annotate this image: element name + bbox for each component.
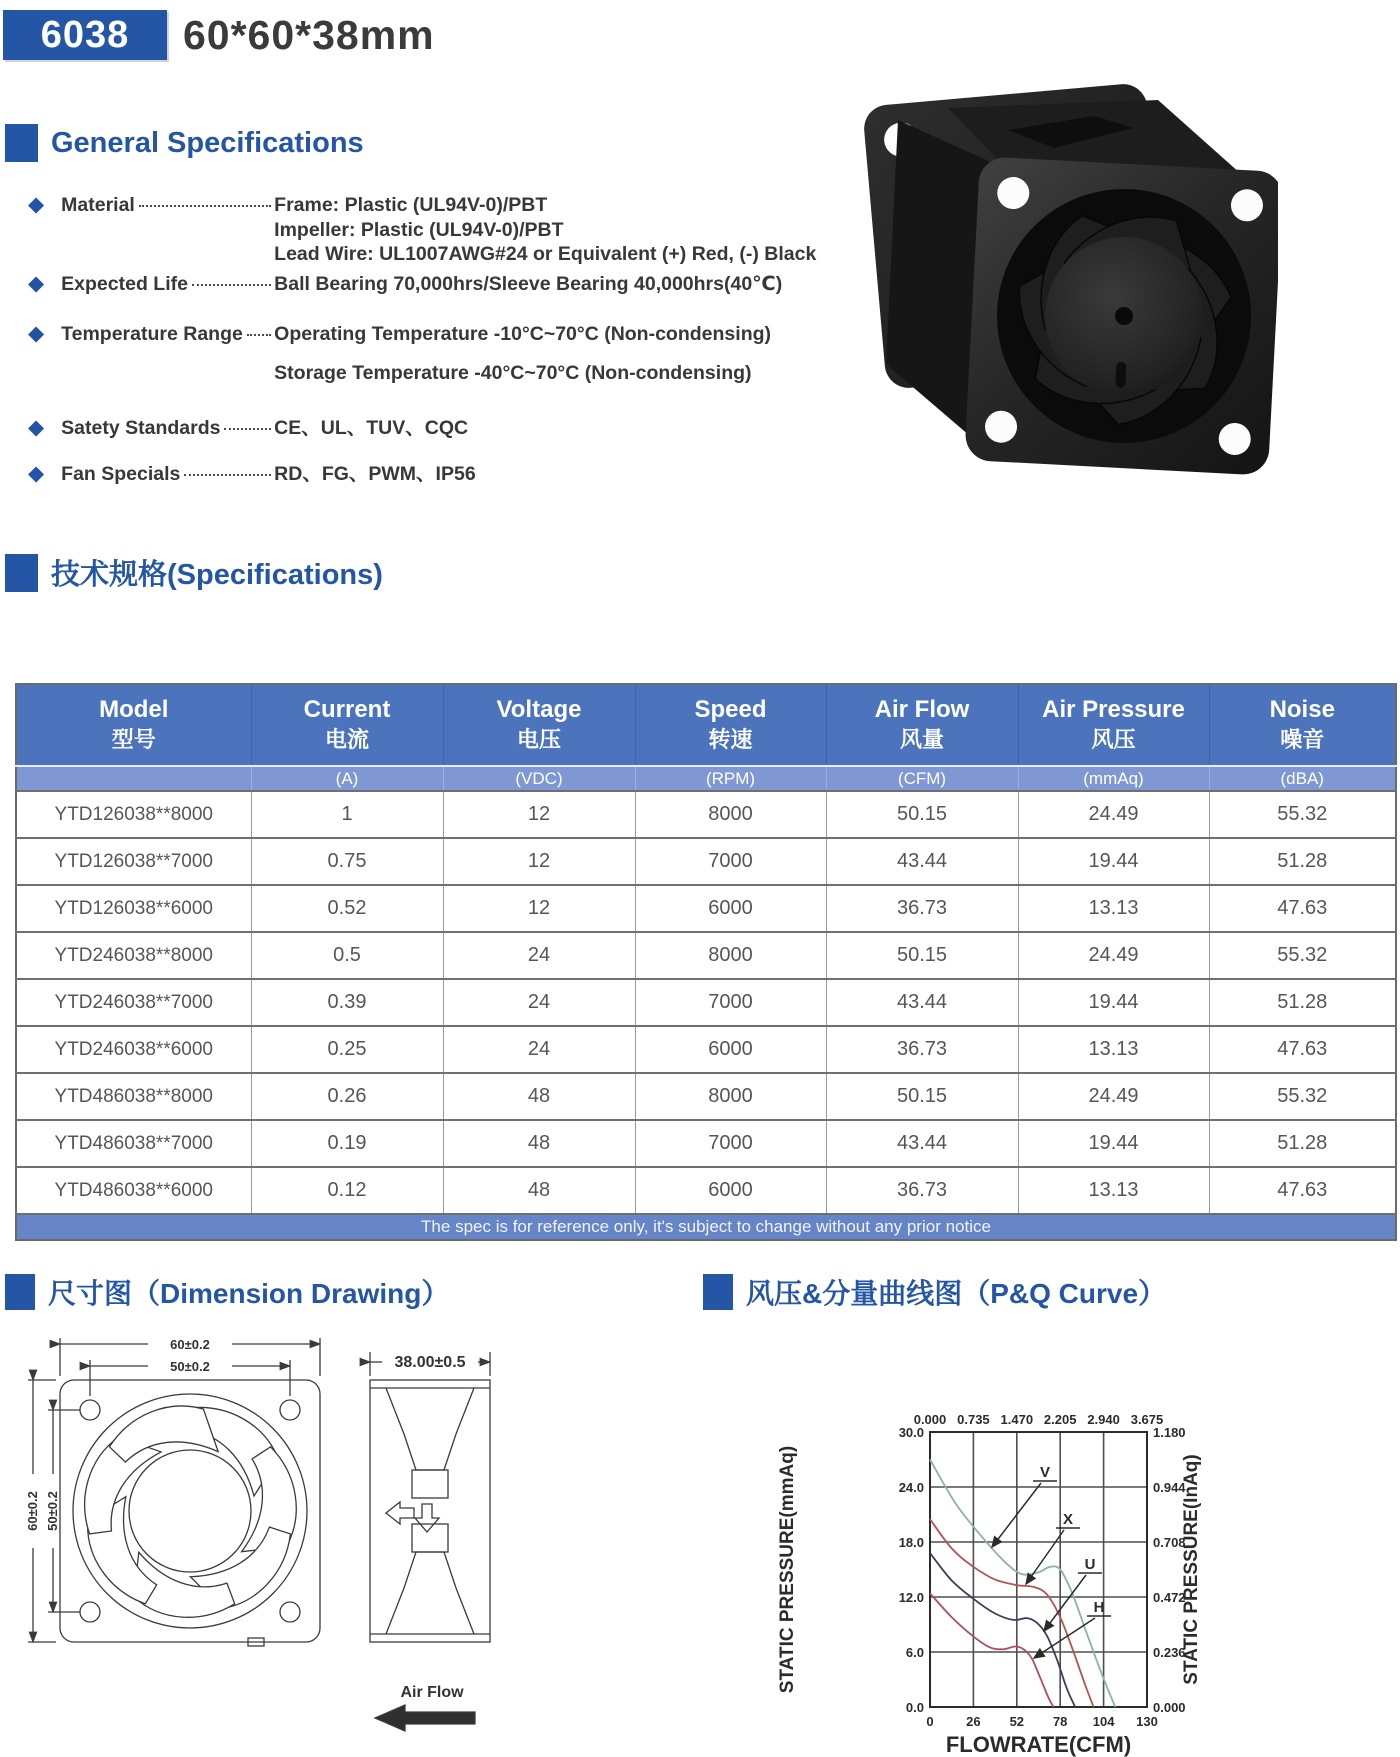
tick-label: 18.0 [898, 1535, 924, 1550]
cell: YTD486038**8000 [16, 1073, 251, 1120]
cell: 47.63 [1209, 885, 1396, 932]
cell: 55.32 [1209, 932, 1396, 979]
cell: 50.15 [826, 932, 1018, 979]
curve-label-V: V [1039, 1464, 1051, 1481]
dim-label: 38.00±0.5 [394, 1354, 466, 1371]
curve-U [930, 1553, 1075, 1707]
tick-label: 3.675 [1130, 1412, 1164, 1427]
cell: 43.44 [826, 1120, 1018, 1167]
cell: 7000 [635, 838, 826, 885]
dotted-leader [184, 462, 271, 476]
spec-label: Material [61, 194, 135, 216]
spec-item [28, 416, 838, 441]
cell: 7000 [635, 979, 826, 1026]
specifications-section-title [5, 552, 383, 593]
dotted-leader [192, 272, 271, 286]
cell: 8000 [635, 791, 826, 838]
section-title-text: 技术规格(Specifications) [51, 559, 383, 591]
cell: 6000 [635, 1026, 826, 1073]
cell: 24.49 [1018, 1073, 1209, 1120]
dim-label: 50±0.2 [45, 1491, 60, 1531]
cell: 43.44 [826, 838, 1018, 885]
curve-H [930, 1593, 1054, 1707]
unit-cell: (mmAq) [1018, 766, 1209, 791]
cell: 6000 [635, 1167, 826, 1214]
tick-label: 2.940 [1087, 1412, 1120, 1427]
cell: YTD246038**7000 [16, 979, 251, 1026]
table-row [16, 1073, 1396, 1120]
dimension-drawing-title [5, 1272, 449, 1312]
unit-cell: (RPM) [635, 766, 826, 791]
table-row [16, 1167, 1396, 1214]
spec-label: Temperature Range [61, 323, 243, 345]
cell: 51.28 [1209, 979, 1396, 1026]
tick-label: 0.944 [1153, 1480, 1186, 1495]
cell: 0.52 [251, 885, 443, 932]
diamond-bullet-icon: ◆ [28, 193, 45, 216]
unit-cell: (dBA) [1209, 766, 1396, 791]
spec-values [274, 272, 782, 297]
cell: 13.13 [1018, 1167, 1209, 1214]
spec-item [28, 272, 838, 297]
cell: 24 [443, 979, 635, 1026]
table-note-row [16, 1214, 1396, 1240]
fan-product-photo [858, 72, 1278, 517]
section-title-text: 风压&分量曲线图（P&Q Curve） [746, 1278, 1167, 1309]
cell: 8000 [635, 1073, 826, 1120]
table-row [16, 1026, 1396, 1073]
pq-curve-title [703, 1272, 1166, 1312]
diamond-bullet-icon: ◆ [28, 322, 45, 345]
cell: 24 [443, 932, 635, 979]
unit-cell: (A) [251, 766, 443, 791]
section-title-text: 尺寸图（Dimension Drawing） [48, 1278, 450, 1309]
diamond-bullet-icon: ◆ [28, 416, 45, 439]
dotted-leader [224, 416, 271, 430]
cell: 51.28 [1209, 1120, 1396, 1167]
cell: 19.44 [1018, 979, 1209, 1026]
tick-label: 1.180 [1153, 1425, 1186, 1440]
cell: 48 [443, 1167, 635, 1214]
spec-values [274, 193, 816, 267]
spec-values [274, 416, 468, 441]
unit-cell: (CFM) [826, 766, 1018, 791]
cell: 43.44 [826, 979, 1018, 1026]
tick-label: 104 [1092, 1714, 1115, 1729]
cell: 36.73 [826, 1167, 1018, 1214]
cell: YTD126038**8000 [16, 791, 251, 838]
tick-label: 0.236 [1153, 1645, 1186, 1660]
curve-label-U: U [1084, 1556, 1096, 1573]
table-header-row [16, 684, 1396, 766]
fan-size-label: 60*60*38mm [183, 11, 435, 58]
tick-label: 0.000 [913, 1412, 947, 1427]
cell: YTD486038**6000 [16, 1167, 251, 1214]
front-view-hub [129, 1450, 251, 1572]
cell: YTD126038**7000 [16, 838, 251, 885]
tick-label: 0.000 [1153, 1700, 1186, 1715]
cell: YTD246038**6000 [16, 1026, 251, 1073]
table-row [16, 791, 1396, 838]
spec-value: Ball Bearing 70,000hrs/Sleeve Bearing 40,000hrs(40℃) [274, 273, 783, 295]
airflow-direction-arrow [375, 1705, 475, 1731]
unit-cell [16, 766, 251, 791]
curve-label-X: X [1062, 1511, 1074, 1528]
spec-value: Frame: Plastic (UL94V-0)/PBT [274, 194, 548, 216]
spec-values [274, 462, 476, 487]
tick-label: 12.0 [898, 1590, 924, 1605]
pq-curve-chart [745, 1325, 1265, 1757]
tick-label: 130 [1136, 1714, 1158, 1729]
specification-table [15, 683, 1395, 1241]
dim-label: 60±0.2 [25, 1491, 40, 1531]
column-header: Speed 转速 [635, 684, 826, 766]
tick-label: 24.0 [898, 1480, 924, 1495]
title-square-icon [5, 554, 38, 592]
curve-label-H: H [1093, 1599, 1105, 1616]
cell: 24.49 [1018, 932, 1209, 979]
dotted-leader [247, 322, 271, 336]
cell: YTD126038**6000 [16, 885, 251, 932]
title-square-icon [703, 1274, 733, 1310]
model-code-badge: 6038 [3, 10, 167, 60]
cell: 24 [443, 1026, 635, 1073]
spec-label: Fan Specials [61, 463, 181, 485]
general-specifications-title [5, 124, 364, 162]
cell: 51.28 [1209, 838, 1396, 885]
cell: 12 [443, 838, 635, 885]
tick-label: 26 [966, 1714, 981, 1729]
cell: 1 [251, 791, 443, 838]
cell: 36.73 [826, 1026, 1018, 1073]
dimension-drawing [20, 1322, 520, 1752]
page-header [3, 10, 435, 60]
column-header: Current 电流 [251, 684, 443, 766]
curve-X [930, 1519, 1094, 1707]
tick-label: 1.470 [1000, 1412, 1034, 1427]
cell: 55.32 [1209, 1073, 1396, 1120]
spec-value: Lead Wire: UL1007AWG#24 or Equivalent (+) Red, (-) Black [274, 243, 817, 265]
spec-label: Expected Life [61, 273, 188, 295]
column-header: Air Pressure 风压 [1018, 684, 1209, 766]
spec-label: Satety Standards [61, 417, 221, 439]
spec-value: Impeller: Plastic (UL94V-0)/PBT [274, 218, 564, 241]
cell: 8000 [635, 932, 826, 979]
left-axis-title: STATIC PRESSURE(mmAq) [777, 1445, 798, 1694]
cell: 24.49 [1018, 791, 1209, 838]
cell: 0.26 [251, 1073, 443, 1120]
diamond-bullet-icon: ◆ [28, 272, 45, 295]
cell: 50.15 [826, 1073, 1018, 1120]
tick-label: 78 [1052, 1714, 1068, 1729]
note-text: The spec is for reference only, it's subject to change without any prior notice [16, 1214, 1396, 1240]
spec-item [28, 462, 838, 487]
dim-label: 50±0.2 [170, 1359, 210, 1374]
title-square-icon [5, 1274, 35, 1310]
column-header: Noise 噪音 [1209, 684, 1396, 766]
cell: 0.19 [251, 1120, 443, 1167]
tick-label: 6.0 [905, 1645, 924, 1660]
cell: 7000 [635, 1120, 826, 1167]
column-header: Voltage 电压 [443, 684, 635, 766]
dotted-leader [139, 193, 271, 207]
cell: 12 [443, 885, 635, 932]
airflow-label: Air Flow [400, 1684, 464, 1701]
cell: 12 [443, 791, 635, 838]
tick-label: 2.205 [1043, 1412, 1077, 1427]
cell: 55.32 [1209, 791, 1396, 838]
table-units-row [16, 766, 1396, 791]
cell: 50.15 [826, 791, 1018, 838]
table-row [16, 979, 1396, 1026]
cell: 47.63 [1209, 1026, 1396, 1073]
cell: 0.12 [251, 1167, 443, 1214]
cell: 0.75 [251, 838, 443, 885]
table-row [16, 932, 1396, 979]
title-square-icon [5, 124, 38, 162]
cell: 0.39 [251, 979, 443, 1026]
cell: 48 [443, 1120, 635, 1167]
tick-label: 0.0 [905, 1700, 924, 1715]
spec-value: RD、FG、PWM、IP56 [274, 463, 476, 485]
cell: 47.63 [1209, 1167, 1396, 1214]
flow-arrow-down-icon [415, 1504, 439, 1532]
x-axis-title: FLOWRATE(CFM) [945, 1732, 1132, 1757]
diamond-bullet-icon: ◆ [28, 462, 45, 485]
right-axis-title: STATIC PRESSURE(InAq) [1181, 1454, 1202, 1685]
cell: 19.44 [1018, 838, 1209, 885]
tick-label: 30.0 [898, 1425, 924, 1440]
spec-values [274, 322, 771, 399]
cell: YTD486038**7000 [16, 1120, 251, 1167]
cell: 13.13 [1018, 1026, 1209, 1073]
cell: 19.44 [1018, 1120, 1209, 1167]
curve-V [930, 1460, 1115, 1708]
column-header: Air Flow 风量 [826, 684, 1018, 766]
cell: 0.25 [251, 1026, 443, 1073]
tick-label: 0.735 [957, 1412, 990, 1427]
fan-front-frame [964, 156, 1278, 475]
tick-label: 52 [1009, 1714, 1025, 1729]
table-row [16, 885, 1396, 932]
cell: 48 [443, 1073, 635, 1120]
dim-label: 60±0.2 [170, 1337, 210, 1352]
cell: 13.13 [1018, 885, 1209, 932]
tick-label: 0.708 [1153, 1535, 1186, 1550]
cell: 6000 [635, 885, 826, 932]
spec-value: CE、UL、TUV、CQC [274, 417, 469, 439]
cell: YTD246038**8000 [16, 932, 251, 979]
tick-label: 0.472 [1153, 1590, 1186, 1605]
spec-value: Storage Temperature -40°C~70°C (Non-condensing) [274, 361, 752, 384]
table-row [16, 1120, 1396, 1167]
section-title-text: General Specifications [51, 126, 364, 159]
column-header: Model 型号 [16, 684, 251, 766]
spec-item [28, 193, 838, 267]
unit-cell: (VDC) [443, 766, 635, 791]
spec-value: Operating Temperature -10°C~70°C (Non-condensing) [274, 323, 772, 345]
tick-label: 0 [926, 1714, 934, 1729]
cell: 0.5 [251, 932, 443, 979]
cell: 36.73 [826, 885, 1018, 932]
spec-item [28, 322, 838, 399]
table-row [16, 838, 1396, 885]
spec-table [15, 683, 1397, 1241]
flow-arrow-left-icon [386, 1502, 414, 1524]
